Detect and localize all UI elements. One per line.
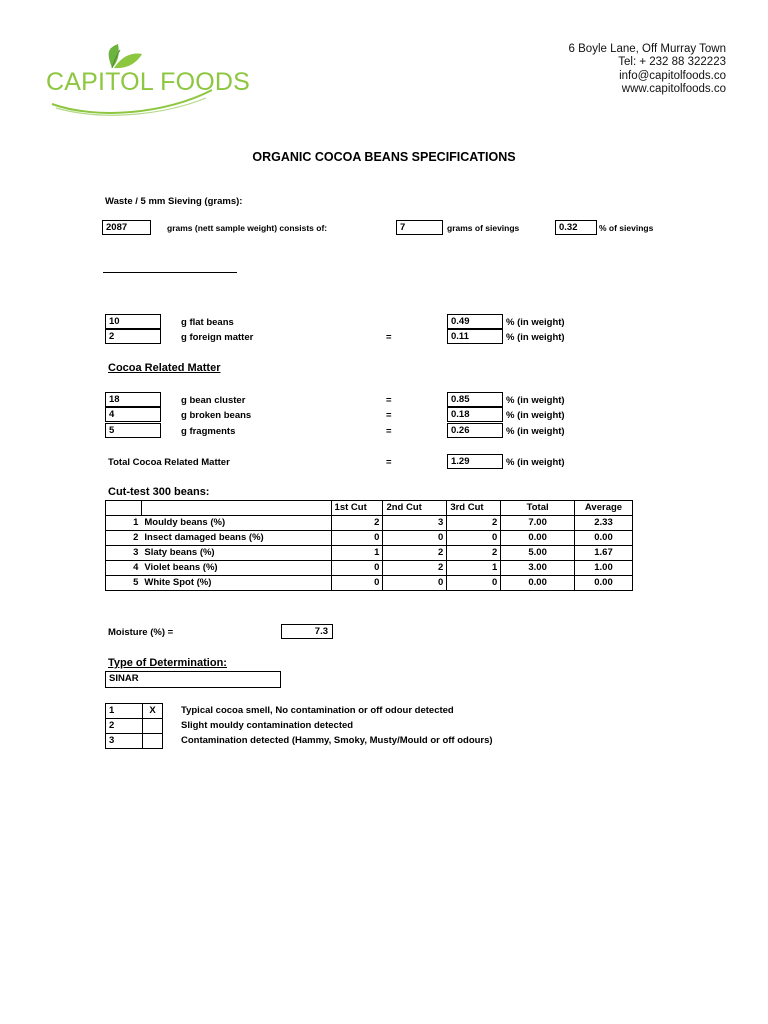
weight-unit: % (in weight) bbox=[506, 332, 565, 343]
sievings-pct-label: % of sievings bbox=[599, 223, 654, 233]
option-number: 3 bbox=[106, 734, 143, 749]
weight-unit: % (in weight) bbox=[506, 457, 565, 468]
moisture-label: Moisture (%) = bbox=[108, 627, 174, 638]
option-text: Slight mouldy contamination detected bbox=[181, 720, 354, 731]
column-header: 1st Cut bbox=[331, 501, 383, 516]
cell-value[interactable]: 0 bbox=[331, 576, 383, 591]
website-line: www.capitolfoods.co bbox=[621, 83, 726, 96]
fragments-pct[interactable]: 0.26 bbox=[447, 423, 503, 438]
address-line: 6 Boyle Lane, Off Murray Town bbox=[568, 43, 726, 55]
flat-beans-label: g flat beans bbox=[181, 317, 234, 328]
cell-total: 0.00 bbox=[501, 531, 575, 546]
flat-beans-pct[interactable]: 0.49 bbox=[447, 314, 503, 329]
cell-average: 1.67 bbox=[575, 546, 633, 561]
table-row bbox=[106, 546, 633, 561]
row-number: 5 bbox=[106, 576, 142, 591]
bean-cluster-label: g bean cluster bbox=[181, 395, 246, 406]
cell-value[interactable]: 0 bbox=[447, 531, 501, 546]
equals-sign: = bbox=[386, 395, 392, 406]
cell-value[interactable]: 2 bbox=[383, 546, 447, 561]
cell-value[interactable]: 0 bbox=[383, 531, 447, 546]
row-label: White Spot (%) bbox=[141, 576, 331, 591]
column-header: 2nd Cut bbox=[383, 501, 447, 516]
company-logo bbox=[46, 42, 251, 117]
option-checkbox[interactable]: X bbox=[143, 704, 163, 719]
cell-average: 0.00 bbox=[575, 576, 633, 591]
sample-weight-field[interactable]: 2087 bbox=[102, 220, 151, 235]
total-cocoa-pct[interactable]: 1.29 bbox=[447, 454, 503, 469]
determination-options bbox=[105, 703, 496, 749]
cell-value[interactable]: 3 bbox=[383, 516, 447, 531]
flat-beans-grams[interactable]: 10 bbox=[105, 314, 161, 329]
phone-line: Tel: + 232 88 322223 bbox=[618, 56, 726, 69]
option-text: Typical cocoa smell, No contamination or off odour detected bbox=[181, 705, 454, 716]
divider bbox=[103, 272, 237, 273]
broken-beans-pct[interactable]: 0.18 bbox=[447, 407, 503, 422]
row-number: 3 bbox=[106, 546, 142, 561]
row-label: Insect damaged beans (%) bbox=[141, 531, 331, 546]
waste-heading: Waste / 5 mm Sieving (grams): bbox=[105, 196, 243, 207]
option-row bbox=[106, 719, 496, 734]
column-header: Average bbox=[575, 501, 633, 516]
fragments-label: g fragments bbox=[181, 426, 236, 437]
cut-test-table bbox=[105, 500, 633, 591]
column-header: Total bbox=[501, 501, 575, 516]
cell-average: 2.33 bbox=[575, 516, 633, 531]
cell-value[interactable]: 1 bbox=[331, 546, 383, 561]
sample-weight-label: grams (nett sample weight) consists of: bbox=[167, 223, 328, 233]
determination-field[interactable]: SINAR bbox=[105, 671, 281, 688]
determination-heading: Type of Determination: bbox=[108, 657, 227, 669]
table-row bbox=[106, 531, 633, 546]
table-row bbox=[106, 516, 633, 531]
option-number: 2 bbox=[106, 719, 143, 734]
option-row bbox=[106, 704, 496, 719]
email-line: info@capitolfoods.co bbox=[619, 69, 726, 82]
weight-unit: % (in weight) bbox=[506, 410, 565, 421]
weight-unit: % (in weight) bbox=[506, 317, 565, 328]
bean-cluster-grams[interactable]: 18 bbox=[105, 392, 161, 407]
row-label: Violet beans (%) bbox=[141, 561, 331, 576]
table-header-row bbox=[106, 501, 633, 516]
cocoa-related-heading: Cocoa Related Matter bbox=[108, 362, 221, 374]
sievings-label: grams of sievings bbox=[447, 223, 520, 233]
option-text: Contamination detected (Hammy, Smoky, Musty/Mould or off odours) bbox=[181, 735, 493, 746]
cell-value[interactable]: 0 bbox=[383, 576, 447, 591]
foreign-matter-pct[interactable]: 0.11 bbox=[447, 329, 503, 344]
cell-value[interactable]: 2 bbox=[447, 546, 501, 561]
company-address bbox=[569, 43, 726, 97]
cell-average: 1.00 bbox=[575, 561, 633, 576]
cell-total: 5.00 bbox=[501, 546, 575, 561]
option-row bbox=[106, 734, 496, 749]
cell-average: 0.00 bbox=[575, 531, 633, 546]
sievings-pct-field[interactable]: 0.32 bbox=[555, 220, 597, 235]
row-label: Slaty beans (%) bbox=[141, 546, 331, 561]
logo-text: CAPITOL FOODS bbox=[46, 68, 251, 96]
foreign-matter-grams[interactable]: 2 bbox=[105, 329, 161, 344]
row-number: 2 bbox=[106, 531, 142, 546]
cell-value[interactable]: 2 bbox=[447, 516, 501, 531]
cell-value[interactable]: 0 bbox=[331, 531, 383, 546]
cell-total: 0.00 bbox=[501, 576, 575, 591]
row-number: 1 bbox=[106, 516, 142, 531]
column-header: 3rd Cut bbox=[447, 501, 501, 516]
fragments-grams[interactable]: 5 bbox=[105, 423, 161, 438]
option-checkbox[interactable] bbox=[143, 734, 163, 749]
weight-unit: % (in weight) bbox=[506, 426, 565, 437]
cell-value[interactable]: 0 bbox=[447, 576, 501, 591]
bean-cluster-pct[interactable]: 0.85 bbox=[447, 392, 503, 407]
total-cocoa-label: Total Cocoa Related Matter bbox=[108, 457, 230, 468]
equals-sign: = bbox=[386, 410, 392, 421]
equals-sign: = bbox=[386, 426, 392, 437]
option-number: 1 bbox=[106, 704, 143, 719]
row-number: 4 bbox=[106, 561, 142, 576]
cell-total: 3.00 bbox=[501, 561, 575, 576]
option-checkbox[interactable] bbox=[143, 719, 163, 734]
document-title: ORGANIC COCOA BEANS SPECIFICATIONS bbox=[252, 150, 516, 164]
equals-sign: = bbox=[386, 457, 392, 468]
cell-value[interactable]: 1 bbox=[447, 561, 501, 576]
table-row bbox=[106, 576, 633, 591]
weight-unit: % (in weight) bbox=[506, 395, 565, 406]
sievings-field[interactable]: 7 bbox=[396, 220, 443, 235]
table-row bbox=[106, 561, 633, 576]
moisture-field[interactable]: 7.3 bbox=[281, 624, 333, 639]
broken-beans-label: g broken beans bbox=[181, 410, 252, 421]
equals-sign: = bbox=[386, 332, 392, 343]
cell-value[interactable]: 0 bbox=[331, 561, 383, 576]
broken-beans-grams[interactable]: 4 bbox=[105, 407, 161, 422]
cell-value[interactable]: 2 bbox=[331, 516, 383, 531]
foreign-matter-label: g foreign matter bbox=[181, 332, 254, 343]
cut-test-heading: Cut-test 300 beans: bbox=[108, 486, 210, 498]
cell-total: 7.00 bbox=[501, 516, 575, 531]
cell-value[interactable]: 2 bbox=[383, 561, 447, 576]
row-label: Mouldy beans (%) bbox=[141, 516, 331, 531]
